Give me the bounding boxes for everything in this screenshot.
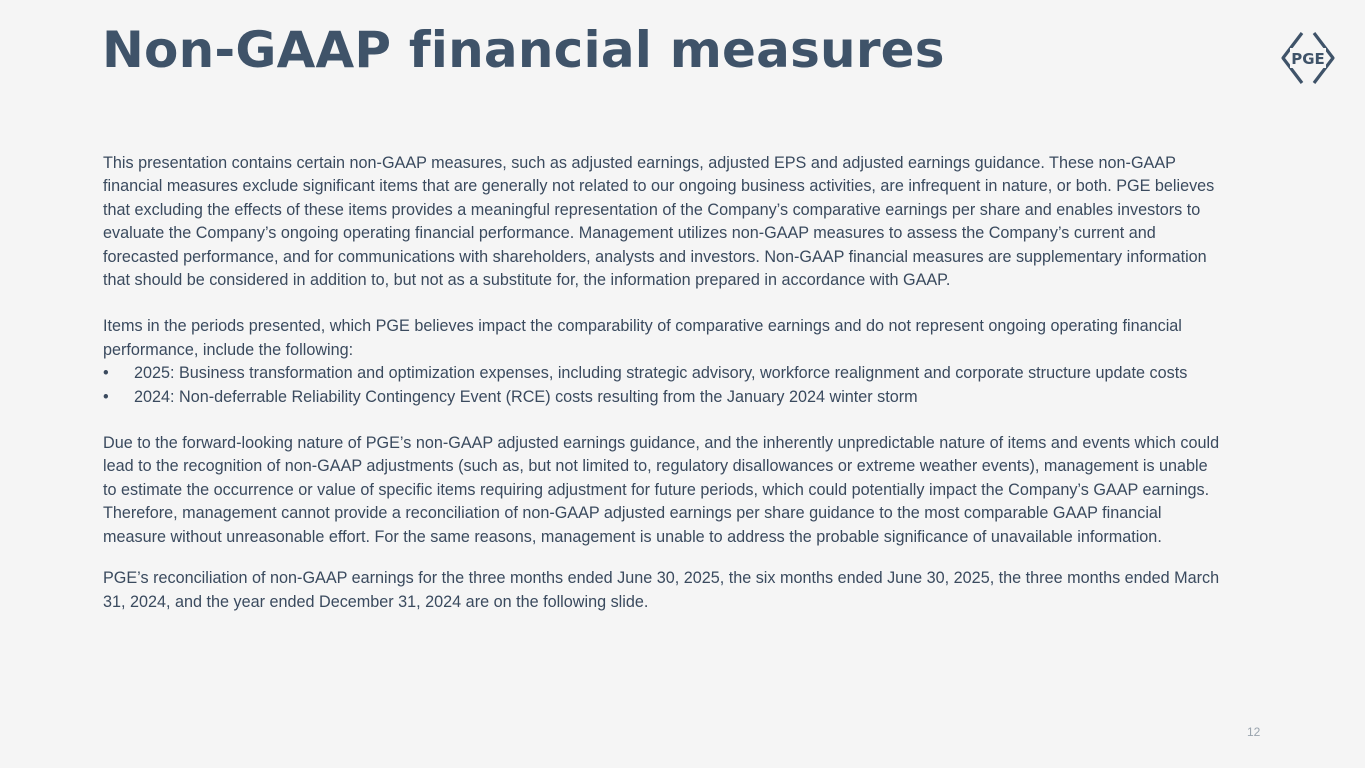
list-item xyxy=(103,362,1223,385)
items-paragraph: Items in the periods presented, which PGE believes impact the comparability of comparative earnings and do not represent ongoing operating financial performance, include the following: xyxy=(103,317,1182,359)
list-item-text: 2024: Non-deferrable Reliability Contingency Event (RCE) costs resulting from the January 2024 winter storm xyxy=(134,387,918,406)
bullet-icon: • xyxy=(103,387,109,406)
logo-text: PGE xyxy=(1291,50,1325,68)
intro-paragraph: This presentation contains certain non-GAAP measures, such as adjusted earnings, adjusted EPS and adjusted earnings guidance. These non-GAAP financial measures exclude significant items that are generally not related to our ongoing business activities, are infrequent in nature, or both. PGE believes that excluding the effects of these items provides a meaningful representation of the Company’s comparative earnings per share and enables investors to evaluate the Company’s ongoing operating financial performance. Management utilizes non-GAAP measures to assess the Company’s current and forecasted performance, and for communications with shareholders, analysts and investors. Non-GAAP financial measures are supplementary information that should be considered in addition to, but not as a substitute for, the information prepared in accordance with GAAP. xyxy=(103,154,1215,290)
reconciliation-paragraph: PGE’s reconciliation of non-GAAP earnings for the three months ended June 30, 2025, the six months ended June 30, 2025, the three months ended March 31, 2024, and the year ended December 31, 2024 are on the following slide. xyxy=(103,569,1220,611)
items-list xyxy=(103,362,1223,409)
page-number: 12 xyxy=(1247,725,1261,739)
forward-looking-paragraph: Due to the forward-looking nature of PGE’s non-GAAP adjusted earnings guidance, and the inherently unpredictable nature of items and events which could lead to the recognition of non-GAAP adjustments (such as, but not limited to, regulatory disallowances or extreme weather events), management is unable to estimate the occurrence or value of specific items requiring adjustment for future periods, which could potentially impact the Company’s GAAP earnings. Therefore, management cannot provide a reconciliation of non-GAAP adjusted earnings per share guidance to the most comparable GAAP financial measure without unreasonable effort. For the same reasons, management is unable to address the probable significance of unavailable information. xyxy=(103,434,1220,546)
body-text xyxy=(103,152,1223,614)
page-title: Non-GAAP financial measures xyxy=(102,21,945,79)
list-item-text: 2025: Business transformation and optimization expenses, including strategic advisory, workforce realignment and corporate structure update costs xyxy=(134,364,1188,383)
list-item xyxy=(103,386,1223,409)
bullet-icon: • xyxy=(103,364,109,383)
pge-logo xyxy=(1278,28,1338,88)
